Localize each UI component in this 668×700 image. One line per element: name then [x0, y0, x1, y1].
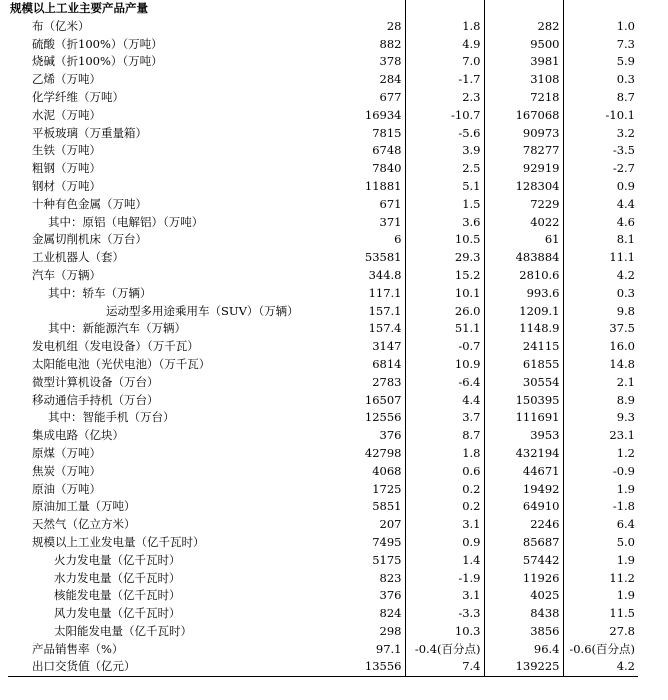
current-month-growth: 29.3 — [405, 249, 484, 267]
product-name: 太阳能发电量（亿千瓦时） — [54, 623, 192, 638]
cumulative-value: 8438 — [484, 605, 563, 623]
cumulative-value: 128304 — [484, 178, 563, 196]
table-row — [8, 534, 638, 552]
table-row — [8, 516, 638, 534]
current-month-value: 7815 — [323, 125, 405, 143]
current-month-value: 284 — [323, 71, 405, 89]
product-name: 原油加工量（万吨） — [32, 499, 136, 514]
cumulative-growth: 7.3 — [616, 36, 635, 51]
cumulative-growth: 9.3 — [616, 410, 635, 425]
product-name: 原油（万吨） — [32, 481, 101, 496]
cumulative-growth: 1.9 — [616, 552, 635, 567]
table-row — [8, 267, 638, 285]
cumulative-value: 3981 — [484, 53, 563, 71]
cumulative-value: 3856 — [484, 623, 563, 641]
cumulative-value: 111691 — [484, 409, 563, 427]
cumulative-growth: 8.1 — [616, 232, 635, 247]
product-name: 生铁（万吨） — [32, 143, 101, 158]
current-month-value: 97.1 — [323, 641, 405, 659]
current-month-growth: 0.2 — [405, 498, 484, 516]
current-month-growth: 10.1 — [405, 285, 484, 303]
current-month-growth: -0.4(百分点) — [405, 641, 484, 659]
table-row — [8, 249, 638, 267]
table-title: 规模以上工业主要产品产量 — [10, 1, 148, 15]
table-row — [8, 178, 638, 196]
current-month-value: 13556 — [323, 658, 405, 676]
current-month-growth: 5.1 — [405, 178, 484, 196]
current-month-value: 5175 — [323, 552, 405, 570]
product-name: 其中：智能手机（万台） — [48, 410, 175, 425]
cumulative-growth: 6.4 — [616, 517, 635, 532]
table-row — [8, 320, 638, 338]
current-month-value: 157.1 — [323, 303, 405, 321]
cumulative-growth: -0.9 — [612, 463, 635, 478]
current-month-value: 53581 — [323, 249, 405, 267]
product-name: 钢材（万吨） — [32, 178, 101, 193]
cumulative-growth: 4.2 — [616, 267, 635, 282]
product-name: 移动通信手持机（万台） — [32, 392, 159, 407]
current-month-value: 28 — [323, 18, 405, 36]
cumulative-value: 1209.1 — [484, 303, 563, 321]
cumulative-growth: 37.5 — [609, 321, 635, 336]
current-month-value: 371 — [323, 214, 405, 232]
cumulative-growth: 4.2 — [563, 658, 638, 676]
product-name: 金属切削机床（万台） — [32, 232, 147, 247]
cumulative-growth: -10.1 — [605, 107, 635, 122]
cumulative-value: 7229 — [484, 196, 563, 214]
cumulative-growth: 16.0 — [609, 339, 635, 354]
cumulative-growth: 2.1 — [616, 374, 635, 389]
empty-cell — [484, 0, 563, 18]
cumulative-growth: 0.9 — [616, 178, 635, 193]
table-row — [8, 196, 638, 214]
table-row — [8, 552, 638, 570]
current-month-growth: 8.7 — [405, 427, 484, 445]
current-month-growth: -1.9 — [405, 570, 484, 588]
table-row — [8, 409, 638, 427]
cumulative-growth: 11.1 — [609, 250, 635, 265]
cumulative-value: 167068 — [484, 107, 563, 125]
cumulative-value: 44671 — [484, 463, 563, 481]
current-month-value: 298 — [323, 623, 405, 641]
cumulative-growth: 11.5 — [609, 606, 635, 621]
cumulative-value: 30554 — [484, 374, 563, 392]
current-month-growth: 51.1 — [405, 320, 484, 338]
cumulative-value: 92919 — [484, 160, 563, 178]
table-row — [8, 125, 638, 143]
cumulative-value: 993.6 — [484, 285, 563, 303]
table-row — [8, 338, 638, 356]
current-month-value: 824 — [323, 605, 405, 623]
product-name: 平板玻璃（万重量箱） — [32, 125, 147, 140]
current-month-growth: 4.4 — [405, 392, 484, 410]
cumulative-value: 282 — [484, 18, 563, 36]
current-month-value: 1725 — [323, 481, 405, 499]
product-name: 天然气（亿立方米） — [32, 517, 136, 532]
table-row — [8, 445, 638, 463]
cumulative-value: 1148.9 — [484, 320, 563, 338]
current-month-growth: 0.2 — [405, 481, 484, 499]
cumulative-growth: 4.6 — [616, 214, 635, 229]
cumulative-value: 432194 — [484, 445, 563, 463]
current-month-value: 3147 — [323, 338, 405, 356]
current-month-value: 7840 — [323, 160, 405, 178]
table-row — [8, 53, 638, 71]
current-month-growth: 1.8 — [405, 445, 484, 463]
current-month-growth: 10.3 — [405, 623, 484, 641]
product-name: 汽车（万辆） — [32, 267, 101, 282]
product-name: 水泥（万吨） — [32, 107, 101, 122]
product-name: 运动型多用途乘用车（SUV）（万辆） — [106, 303, 299, 318]
product-name: 粗钢（万吨） — [32, 161, 101, 176]
table-row — [8, 285, 638, 303]
cumulative-value: 61 — [484, 231, 563, 249]
table-row — [8, 107, 638, 125]
product-name: 规模以上工业发电量（亿千瓦时） — [32, 534, 205, 549]
product-name: 化学纤维（万吨） — [32, 89, 124, 104]
product-name: 风力发电量（亿千瓦时） — [54, 606, 181, 621]
current-month-value: 42798 — [323, 445, 405, 463]
cumulative-growth: 1.9 — [616, 481, 635, 496]
table-row — [8, 481, 638, 499]
cumulative-value: 9500 — [484, 36, 563, 54]
cumulative-growth: -0.6(百分点) — [569, 641, 635, 656]
current-month-growth: 26.0 — [405, 303, 484, 321]
table-row — [8, 18, 638, 36]
current-month-value: 823 — [323, 570, 405, 588]
cumulative-growth: -3.5 — [612, 143, 635, 158]
cumulative-value: 78277 — [484, 142, 563, 160]
product-name: 其中：轿车（万辆） — [48, 285, 152, 300]
table-row — [8, 303, 638, 321]
cumulative-growth: 27.8 — [609, 623, 635, 638]
table-row — [8, 641, 638, 659]
current-month-value: 6748 — [323, 142, 405, 160]
cumulative-value: 3108 — [484, 71, 563, 89]
current-month-value: 4068 — [323, 463, 405, 481]
product-name: 微型计算机设备（万台） — [32, 374, 159, 389]
current-month-growth: 10.5 — [405, 231, 484, 249]
table-title-row — [8, 0, 638, 18]
current-month-growth: 4.9 — [405, 36, 484, 54]
cumulative-growth: 23.1 — [609, 428, 635, 443]
current-month-growth: 15.2 — [405, 267, 484, 285]
product-name: 其中：原铝（电解铝）（万吨） — [48, 214, 204, 229]
cumulative-value: 96.4 — [484, 641, 563, 659]
current-month-value: 11881 — [323, 178, 405, 196]
cumulative-growth: 8.7 — [616, 89, 635, 104]
product-name: 发电机组（发电设备）（万千瓦） — [32, 339, 199, 354]
product-name: 集成电路（亿块） — [32, 428, 124, 443]
product-name: 水力发电量（亿千瓦时） — [54, 570, 181, 585]
current-month-growth: -3.3 — [405, 605, 484, 623]
cumulative-value: 7218 — [484, 89, 563, 107]
product-name: 工业机器人（套） — [32, 250, 124, 265]
product-name: 硫酸（折100%）（万吨） — [32, 36, 163, 51]
current-month-growth: 3.7 — [405, 409, 484, 427]
current-month-value: 671 — [323, 196, 405, 214]
current-month-growth: -5.6 — [405, 125, 484, 143]
cumulative-value: 4022 — [484, 214, 563, 232]
product-name: 其中：新能源汽车（万辆） — [48, 321, 186, 336]
cumulative-value: 4025 — [484, 587, 563, 605]
current-month-growth: 0.9 — [405, 534, 484, 552]
product-name: 布（亿米） — [32, 18, 90, 33]
cumulative-value: 2246 — [484, 516, 563, 534]
table-row — [8, 89, 638, 107]
cumulative-value: 2810.6 — [484, 267, 563, 285]
current-month-value: 677 — [323, 89, 405, 107]
cumulative-growth: 5.9 — [616, 54, 635, 69]
cumulative-value: 57442 — [484, 552, 563, 570]
table-row — [8, 587, 638, 605]
current-month-value: 376 — [323, 587, 405, 605]
cumulative-value: 483884 — [484, 249, 563, 267]
cumulative-value: 61855 — [484, 356, 563, 374]
table-row — [8, 570, 638, 588]
product-name: 乙烯（万吨） — [32, 72, 101, 87]
current-month-growth: 1.8 — [405, 18, 484, 36]
current-month-value: 344.8 — [323, 267, 405, 285]
current-month-growth: -1.7 — [405, 71, 484, 89]
current-month-value: 7495 — [323, 534, 405, 552]
empty-cell — [405, 0, 484, 18]
product-name: 原煤（万吨） — [32, 445, 101, 460]
table-row — [8, 214, 638, 232]
cumulative-growth: 1.0 — [616, 18, 635, 33]
current-month-value: 2783 — [323, 374, 405, 392]
product-name: 产品销售率（%） — [32, 641, 124, 656]
table-row — [8, 658, 638, 676]
cumulative-growth: 1.9 — [616, 588, 635, 603]
current-month-growth: 2.5 — [405, 160, 484, 178]
cumulative-growth: 4.4 — [616, 196, 635, 211]
table-row — [8, 623, 638, 641]
cumulative-value: 90973 — [484, 125, 563, 143]
cumulative-value: 24115 — [484, 338, 563, 356]
cumulative-value: 64910 — [484, 498, 563, 516]
current-month-value: 12556 — [323, 409, 405, 427]
current-month-growth: -6.4 — [405, 374, 484, 392]
cumulative-value: 85687 — [484, 534, 563, 552]
current-month-growth: -0.7 — [405, 338, 484, 356]
cumulative-value: 11926 — [484, 570, 563, 588]
cumulative-growth: 3.2 — [616, 125, 635, 140]
table-row — [8, 36, 638, 54]
table-row — [8, 142, 638, 160]
cumulative-growth: 1.2 — [616, 445, 635, 460]
current-month-growth: 3.9 — [405, 142, 484, 160]
current-month-value: 6 — [323, 231, 405, 249]
table-row — [8, 463, 638, 481]
cumulative-value: 3953 — [484, 427, 563, 445]
product-name: 火力发电量（亿千瓦时） — [54, 552, 181, 567]
current-month-growth: 3.1 — [405, 516, 484, 534]
cumulative-value: 19492 — [484, 481, 563, 499]
current-month-growth: -10.7 — [405, 107, 484, 125]
cumulative-growth: 5.0 — [616, 534, 635, 549]
current-month-growth: 2.3 — [405, 89, 484, 107]
current-month-value: 378 — [323, 53, 405, 71]
cumulative-growth: 8.9 — [616, 392, 635, 407]
product-name: 烧碱（折100%）（万吨） — [32, 54, 163, 69]
table-row — [8, 427, 638, 445]
current-month-growth: 3.6 — [405, 214, 484, 232]
cumulative-growth: 0.3 — [616, 285, 635, 300]
current-month-growth: 1.5 — [405, 196, 484, 214]
current-month-growth: 10.9 — [405, 356, 484, 374]
cumulative-growth: -2.7 — [612, 161, 635, 176]
current-month-value: 882 — [323, 36, 405, 54]
current-month-growth: 7.0 — [405, 53, 484, 71]
table-row — [8, 160, 638, 178]
current-month-value: 16934 — [323, 107, 405, 125]
current-month-value: 6814 — [323, 356, 405, 374]
table-row — [8, 498, 638, 516]
current-month-growth: 0.6 — [405, 463, 484, 481]
cumulative-value: 139225 — [484, 658, 563, 676]
product-name: 出口交货值（亿元） — [8, 658, 323, 676]
product-name: 焦炭（万吨） — [32, 463, 101, 478]
cumulative-value: 150395 — [484, 392, 563, 410]
cumulative-growth: 9.8 — [616, 303, 635, 318]
current-month-growth: 3.1 — [405, 587, 484, 605]
table-row — [8, 392, 638, 410]
empty-cell — [563, 0, 638, 18]
cumulative-growth: 0.3 — [616, 72, 635, 87]
table-row — [8, 374, 638, 392]
current-month-value: 16507 — [323, 392, 405, 410]
product-name: 太阳能电池（光伏电池）（万千瓦） — [32, 356, 211, 371]
current-month-value: 207 — [323, 516, 405, 534]
table-row — [8, 231, 638, 249]
cumulative-growth: 11.2 — [609, 570, 635, 585]
current-month-value: 157.4 — [323, 320, 405, 338]
product-name: 十种有色金属（万吨） — [32, 196, 147, 211]
current-month-growth: 1.4 — [405, 552, 484, 570]
product-name: 核能发电量（亿千瓦时） — [54, 588, 181, 603]
cumulative-growth: -1.8 — [612, 499, 635, 514]
current-month-value: 376 — [323, 427, 405, 445]
empty-cell — [323, 0, 405, 18]
current-month-value: 117.1 — [323, 285, 405, 303]
production-table — [8, 0, 638, 677]
table-row — [8, 71, 638, 89]
cumulative-growth: 14.8 — [609, 356, 635, 371]
current-month-growth: 7.4 — [405, 658, 484, 676]
table-row — [8, 605, 638, 623]
table-row — [8, 356, 638, 374]
current-month-value: 5851 — [323, 498, 405, 516]
